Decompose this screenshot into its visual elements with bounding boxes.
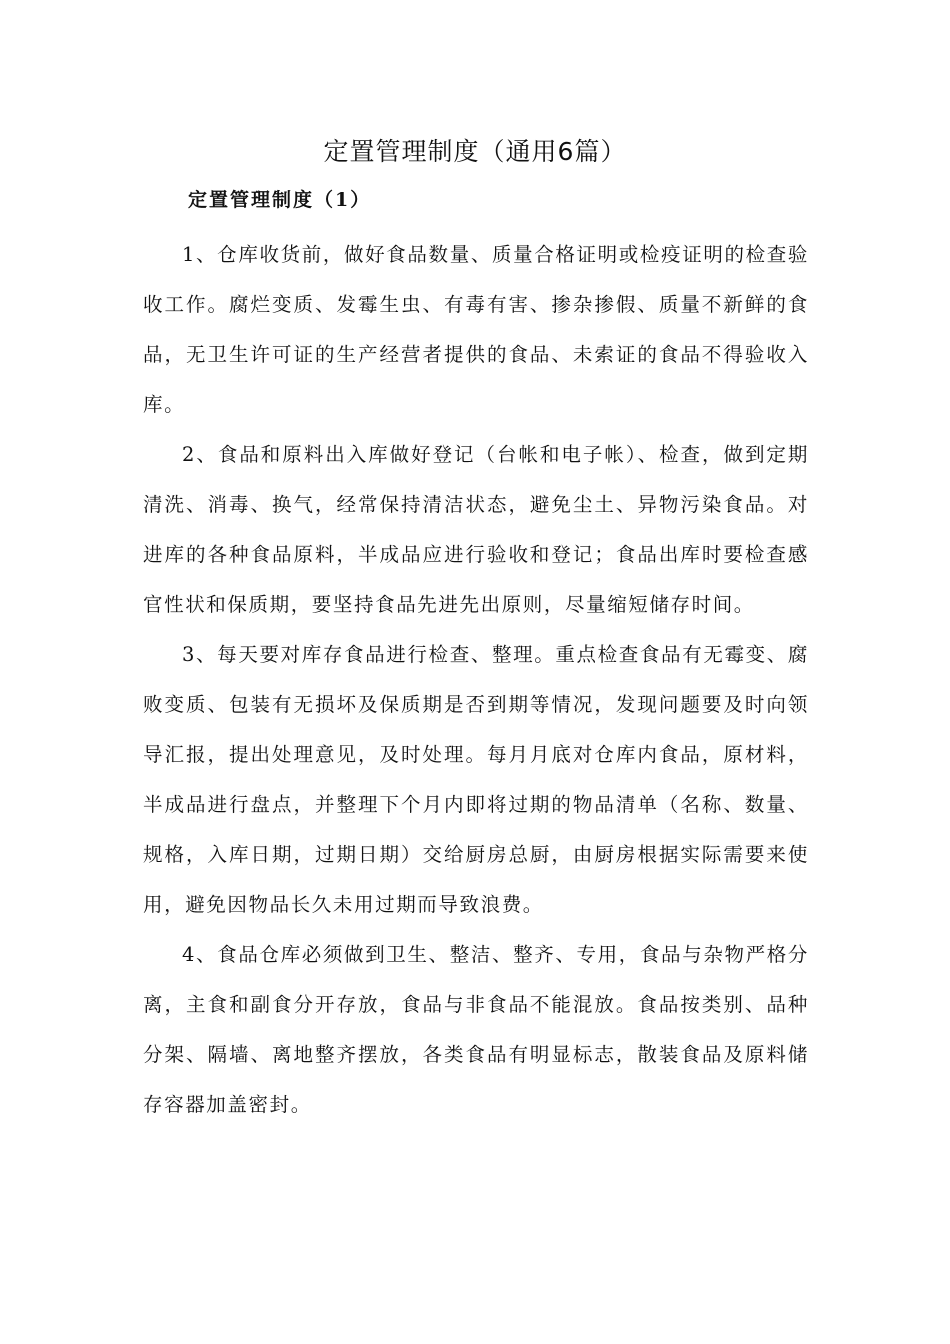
section-heading: 定置管理制度（1）: [188, 189, 372, 211]
document-body: [143, 230, 809, 1130]
paragraph-4: 4、食品仓库必须做到卫生、整洁、整齐、专用，食品与杂物严格分离，主食和副食分开存放，食品与非食品不能混放。食品按类别、品种分架、隔墙、离地整齐摆放，各类食品有明显标志，散装食品及原料储存容器加盖密封。: [143, 943, 809, 1116]
paragraph-1: 1、仓库收货前，做好食品数量、质量合格证明或检疫证明的检查验收工作。腐烂变质、发霉生虫、有毒有害、掺杂掺假、质量不新鲜的食品，无卫生许可证的生产经营者提供的食品、未索证的食品不得验收入库。: [143, 243, 809, 416]
paragraph-3: 3、每天要对库存食品进行检查、整理。重点检查食品有无霉变、腐败变质、包装有无损坏及保质期是否到期等情况，发现问题要及时向领导汇报，提出处理意见，及时处理。每月月底对仓库内食品，原材料，半成品进行盘点，并整理下个月内即将过期的物品清单（名称、数量、规格，入库日期，过期日期）交给厨房总厨，由厨房根据实际需要来使用，避免因物品长久未用过期而导致浪费。: [143, 643, 809, 916]
document-title: 定置管理制度（通用6篇）: [323, 137, 627, 166]
paragraph-2: 2、食品和原料出入库做好登记（台帐和电子帐）、检查，做到定期清洗、消毒、换气，经常保持清洁状态，避免尘土、异物污染食品。对进库的各种食品原料，半成品应进行验收和登记；食品出库时要检查感官性状和保质期，要坚持食品先进先出原则，尽量缩短储存时间。: [143, 443, 809, 616]
